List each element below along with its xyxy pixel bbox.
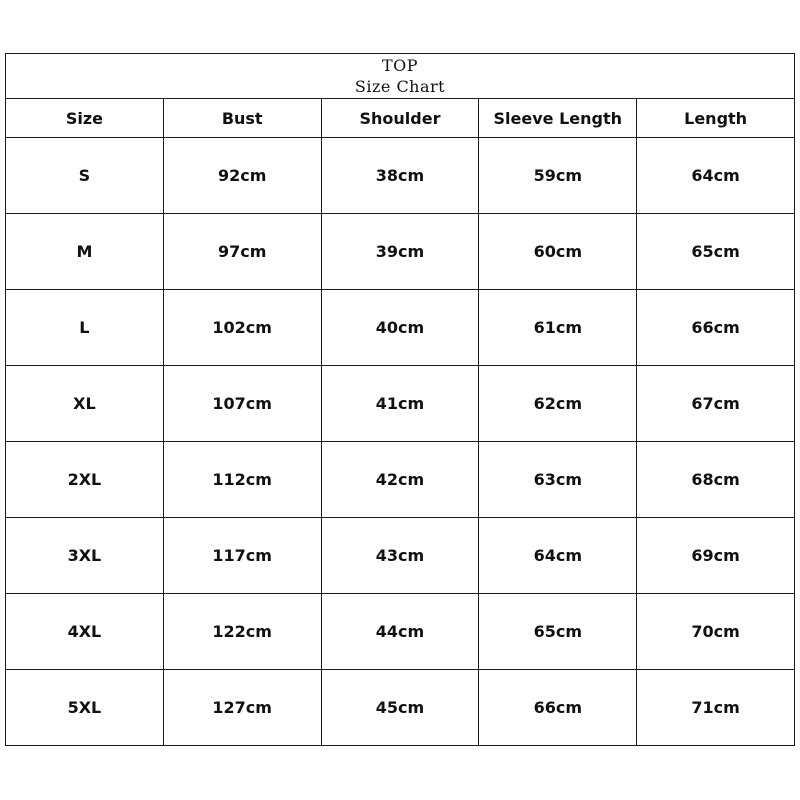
cell-length: 65cm bbox=[637, 214, 795, 290]
cell-shoulder: 40cm bbox=[321, 290, 479, 366]
header-size: Size bbox=[6, 99, 164, 138]
cell-bust: 127cm bbox=[163, 670, 321, 746]
cell-bust: 107cm bbox=[163, 366, 321, 442]
cell-bust: 122cm bbox=[163, 594, 321, 670]
cell-length: 67cm bbox=[637, 366, 795, 442]
cell-sleeve-length: 65cm bbox=[479, 594, 637, 670]
header-bust: Bust bbox=[163, 99, 321, 138]
cell-size: 5XL bbox=[6, 670, 164, 746]
table-row bbox=[6, 670, 795, 746]
cell-length: 69cm bbox=[637, 518, 795, 594]
cell-shoulder: 44cm bbox=[321, 594, 479, 670]
cell-size: XL bbox=[6, 366, 164, 442]
cell-size: M bbox=[6, 214, 164, 290]
table-row bbox=[6, 214, 795, 290]
cell-shoulder: 39cm bbox=[321, 214, 479, 290]
table-row bbox=[6, 518, 795, 594]
header-sleeve-length: Sleeve Length bbox=[479, 99, 637, 138]
table-row bbox=[6, 442, 795, 518]
cell-bust: 117cm bbox=[163, 518, 321, 594]
cell-size: 3XL bbox=[6, 518, 164, 594]
cell-bust: 112cm bbox=[163, 442, 321, 518]
cell-length: 64cm bbox=[637, 138, 795, 214]
cell-sleeve-length: 60cm bbox=[479, 214, 637, 290]
cell-sleeve-length: 63cm bbox=[479, 442, 637, 518]
cell-length: 71cm bbox=[637, 670, 795, 746]
table-row bbox=[6, 290, 795, 366]
cell-length: 66cm bbox=[637, 290, 795, 366]
cell-shoulder: 43cm bbox=[321, 518, 479, 594]
table-row bbox=[6, 366, 795, 442]
cell-length: 68cm bbox=[637, 442, 795, 518]
cell-sleeve-length: 62cm bbox=[479, 366, 637, 442]
cell-size: 4XL bbox=[6, 594, 164, 670]
cell-size: S bbox=[6, 138, 164, 214]
cell-bust: 97cm bbox=[163, 214, 321, 290]
cell-shoulder: 38cm bbox=[321, 138, 479, 214]
cell-sleeve-length: 66cm bbox=[479, 670, 637, 746]
cell-bust: 92cm bbox=[163, 138, 321, 214]
chart-title bbox=[6, 54, 795, 99]
cell-sleeve-length: 64cm bbox=[479, 518, 637, 594]
table-row bbox=[6, 138, 795, 214]
cell-length: 70cm bbox=[637, 594, 795, 670]
chart-title-top: TOP bbox=[381, 56, 419, 75]
cell-sleeve-length: 59cm bbox=[479, 138, 637, 214]
cell-sleeve-length: 61cm bbox=[479, 290, 637, 366]
size-chart-table bbox=[5, 53, 795, 746]
cell-size: L bbox=[6, 290, 164, 366]
header-row bbox=[6, 99, 795, 138]
header-length: Length bbox=[637, 99, 795, 138]
chart-title-subtitle: Size Chart bbox=[354, 77, 446, 96]
cell-size: 2XL bbox=[6, 442, 164, 518]
cell-shoulder: 41cm bbox=[321, 366, 479, 442]
cell-shoulder: 45cm bbox=[321, 670, 479, 746]
title-row bbox=[6, 54, 795, 99]
cell-bust: 102cm bbox=[163, 290, 321, 366]
cell-shoulder: 42cm bbox=[321, 442, 479, 518]
table-row bbox=[6, 594, 795, 670]
header-shoulder: Shoulder bbox=[321, 99, 479, 138]
